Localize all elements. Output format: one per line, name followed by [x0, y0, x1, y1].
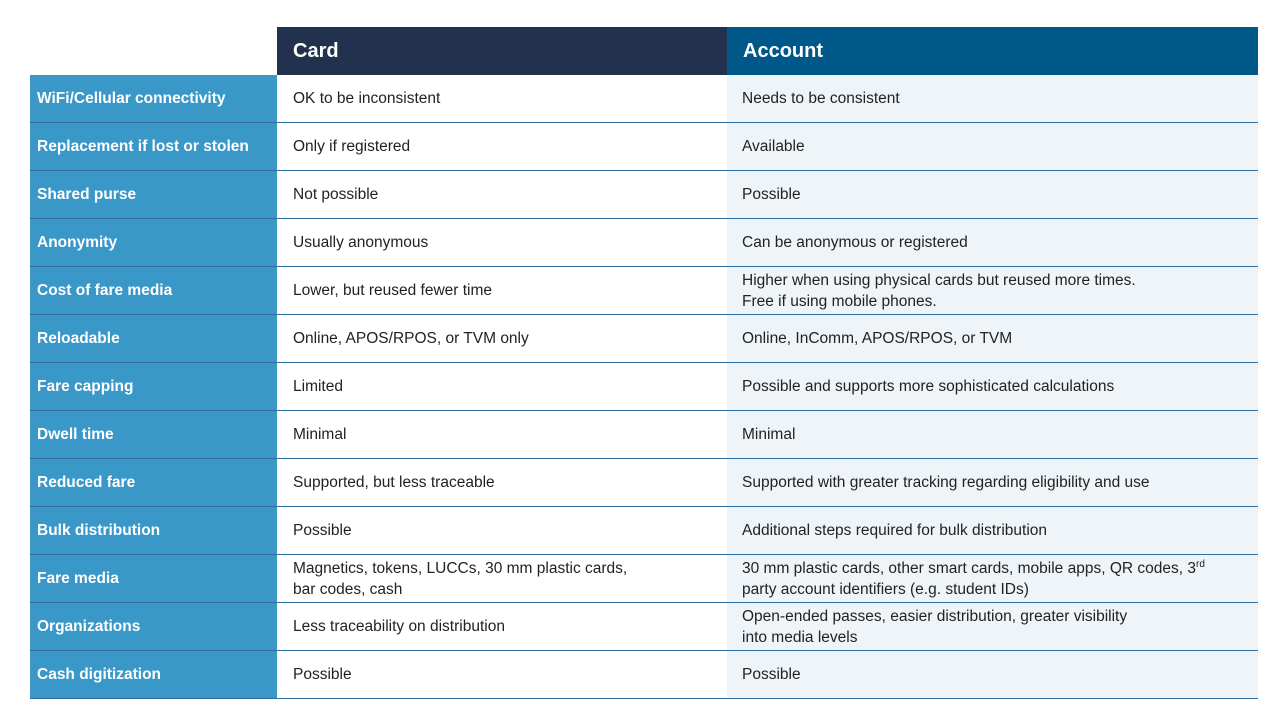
account-cell: Higher when using physical cards but reused more times. Free if using mobile phones.	[727, 267, 1258, 314]
row-label: Reduced fare	[30, 459, 277, 506]
row-label: Dwell time	[30, 411, 277, 458]
row-label: Replacement if lost or stolen	[30, 123, 277, 170]
row-label: Bulk distribution	[30, 507, 277, 554]
table-row	[30, 651, 1258, 699]
row-label: Cash digitization	[30, 651, 277, 698]
account-cell: Supported with greater tracking regarding eligibility and use	[727, 459, 1258, 506]
table-row	[30, 411, 1258, 459]
card-cell: Supported, but less traceable	[277, 459, 727, 506]
row-label: WiFi/Cellular connectivity	[30, 75, 277, 122]
account-cell: Minimal	[727, 411, 1258, 458]
card-cell: Usually anonymous	[277, 219, 727, 266]
table-row	[30, 123, 1258, 171]
comparison-table	[30, 75, 1258, 699]
card-cell: Limited	[277, 363, 727, 410]
row-label: Anonymity	[30, 219, 277, 266]
table-row	[30, 603, 1258, 651]
account-cell: Can be anonymous or registered	[727, 219, 1258, 266]
table-row	[30, 75, 1258, 123]
row-label: Fare capping	[30, 363, 277, 410]
account-cell: Possible	[727, 171, 1258, 218]
account-cell: Open-ended passes, easier distribution, greater visibility into media levels	[727, 603, 1258, 650]
table-row	[30, 363, 1258, 411]
row-label: Cost of fare media	[30, 267, 277, 314]
superscript-rd: rd	[1195, 558, 1205, 570]
account-cell: Available	[727, 123, 1258, 170]
row-label: Shared purse	[30, 171, 277, 218]
table-row	[30, 507, 1258, 555]
account-cell	[727, 555, 1258, 602]
header-account: Account	[727, 27, 1258, 75]
card-cell: Lower, but reused fewer time	[277, 267, 727, 314]
table-header	[277, 27, 1258, 75]
table-row	[30, 315, 1258, 363]
account-cell: Online, InComm, APOS/RPOS, or TVM	[727, 315, 1258, 362]
account-cell: Additional steps required for bulk distribution	[727, 507, 1258, 554]
card-cell: Magnetics, tokens, LUCCs, 30 mm plastic cards, bar codes, cash	[277, 555, 727, 602]
table-row	[30, 555, 1258, 603]
table-row	[30, 267, 1258, 315]
account-cell: Needs to be consistent	[727, 75, 1258, 122]
header-card: Card	[277, 27, 727, 75]
card-cell: Only if registered	[277, 123, 727, 170]
account-cell: Possible and supports more sophisticated calculations	[727, 363, 1258, 410]
card-cell: Minimal	[277, 411, 727, 458]
card-cell: Possible	[277, 507, 727, 554]
account-text-pre: 30 mm plastic cards, other smart cards, mobile apps, QR codes, 3	[742, 559, 1196, 577]
table-row	[30, 459, 1258, 507]
card-cell: Possible	[277, 651, 727, 698]
card-cell: Online, APOS/RPOS, or TVM only	[277, 315, 727, 362]
table-row	[30, 171, 1258, 219]
row-label: Reloadable	[30, 315, 277, 362]
row-label: Fare media	[30, 555, 277, 602]
account-cell: Possible	[727, 651, 1258, 698]
table-row	[30, 219, 1258, 267]
card-cell: Less traceability on distribution	[277, 603, 727, 650]
card-cell: OK to be inconsistent	[277, 75, 727, 122]
account-text-post: party account identifiers (e.g. student IDs)	[742, 580, 1029, 598]
card-cell: Not possible	[277, 171, 727, 218]
row-label: Organizations	[30, 603, 277, 650]
